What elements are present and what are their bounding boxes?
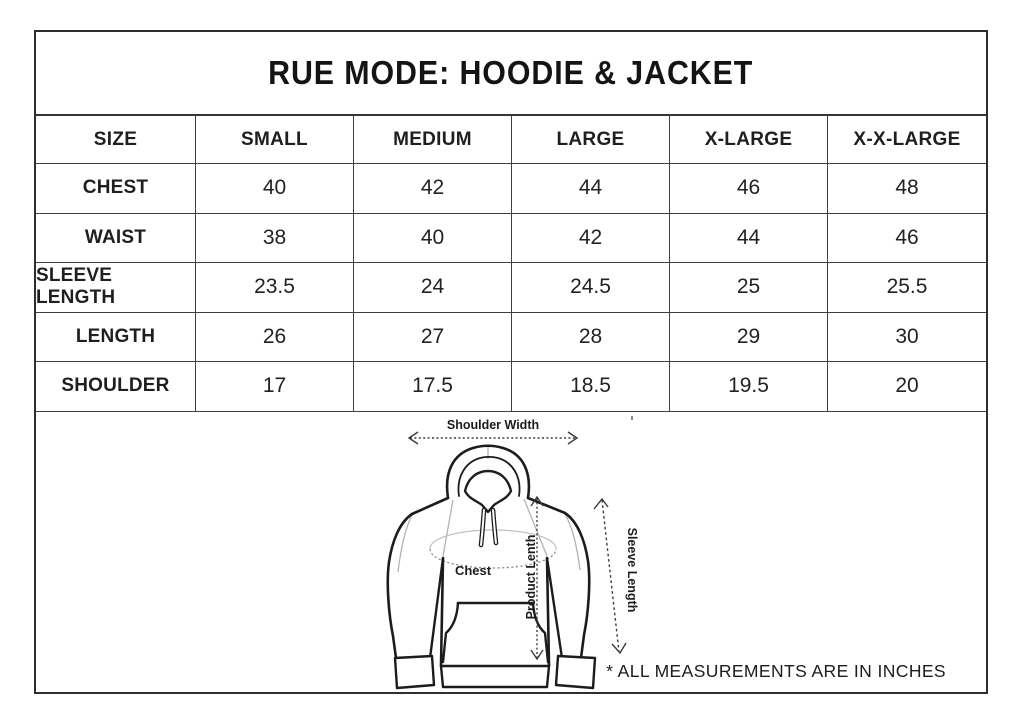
row-label-shoulder: SHOULDER [36,362,196,412]
value-cell: 29 [670,313,828,363]
page-title: RUE MODE: HOODIE & JACKET [268,54,754,91]
value-cell: 44 [670,214,828,264]
size-chart-frame [34,30,988,694]
value-cell: 26 [196,313,354,363]
value-cell: 23.5 [196,263,354,313]
hoodie-outline [388,445,595,687]
measurement-diagram-section [36,412,986,693]
header-cell-small: SMALL [196,116,354,164]
header-cell-x-x-large: X-X-LARGE [828,116,986,164]
value-cell: 28 [512,313,670,363]
row-label-waist: WAIST [36,214,196,264]
size-table [36,116,986,412]
value-cell: 46 [828,214,986,264]
value-cell: 48 [828,164,986,214]
value-cell: 20 [828,362,986,412]
header-cell-medium: MEDIUM [354,116,512,164]
value-cell: 38 [196,214,354,264]
value-cell: 30 [828,313,986,363]
value-cell: 24 [354,263,512,313]
sleeve-length-arrow [594,499,626,653]
value-cell: 25 [670,263,828,313]
value-cell: 24.5 [512,263,670,313]
value-cell: 27 [354,313,512,363]
value-cell: 40 [354,214,512,264]
hoodie-measurement-diagram [36,412,986,693]
product-length-label: Product Lenth [524,534,538,619]
row-label-sleeve-length: SLEEVE LENGTH [36,263,196,313]
value-cell: 42 [354,164,512,214]
value-cell: 17.5 [354,362,512,412]
header-cell-large: LARGE [512,116,670,164]
scan-artifact [631,416,633,420]
header-cell-x-large: X-LARGE [670,116,828,164]
shoulder-width-label: Shoulder Width [446,417,540,432]
value-cell: 19.5 [670,362,828,412]
value-cell: 18.5 [512,362,670,412]
row-label-chest: CHEST [36,164,196,214]
sleeve-length-label: Sleeve Length [625,527,639,612]
drawstrings [481,510,496,545]
value-cell: 17 [196,362,354,412]
row-label-length: LENGTH [36,313,196,363]
shoulder-width-arrow [409,432,577,444]
value-cell: 42 [512,214,670,264]
value-cell: 40 [196,164,354,214]
value-cell: 25.5 [828,263,986,313]
header-cell-size: SIZE [36,116,196,164]
value-cell: 46 [670,164,828,214]
measurements-note: * ALL MEASUREMENTS ARE IN INCHES [606,661,946,681]
title-row [36,32,986,116]
chest-label: Chest [454,562,492,578]
value-cell: 44 [512,164,670,214]
